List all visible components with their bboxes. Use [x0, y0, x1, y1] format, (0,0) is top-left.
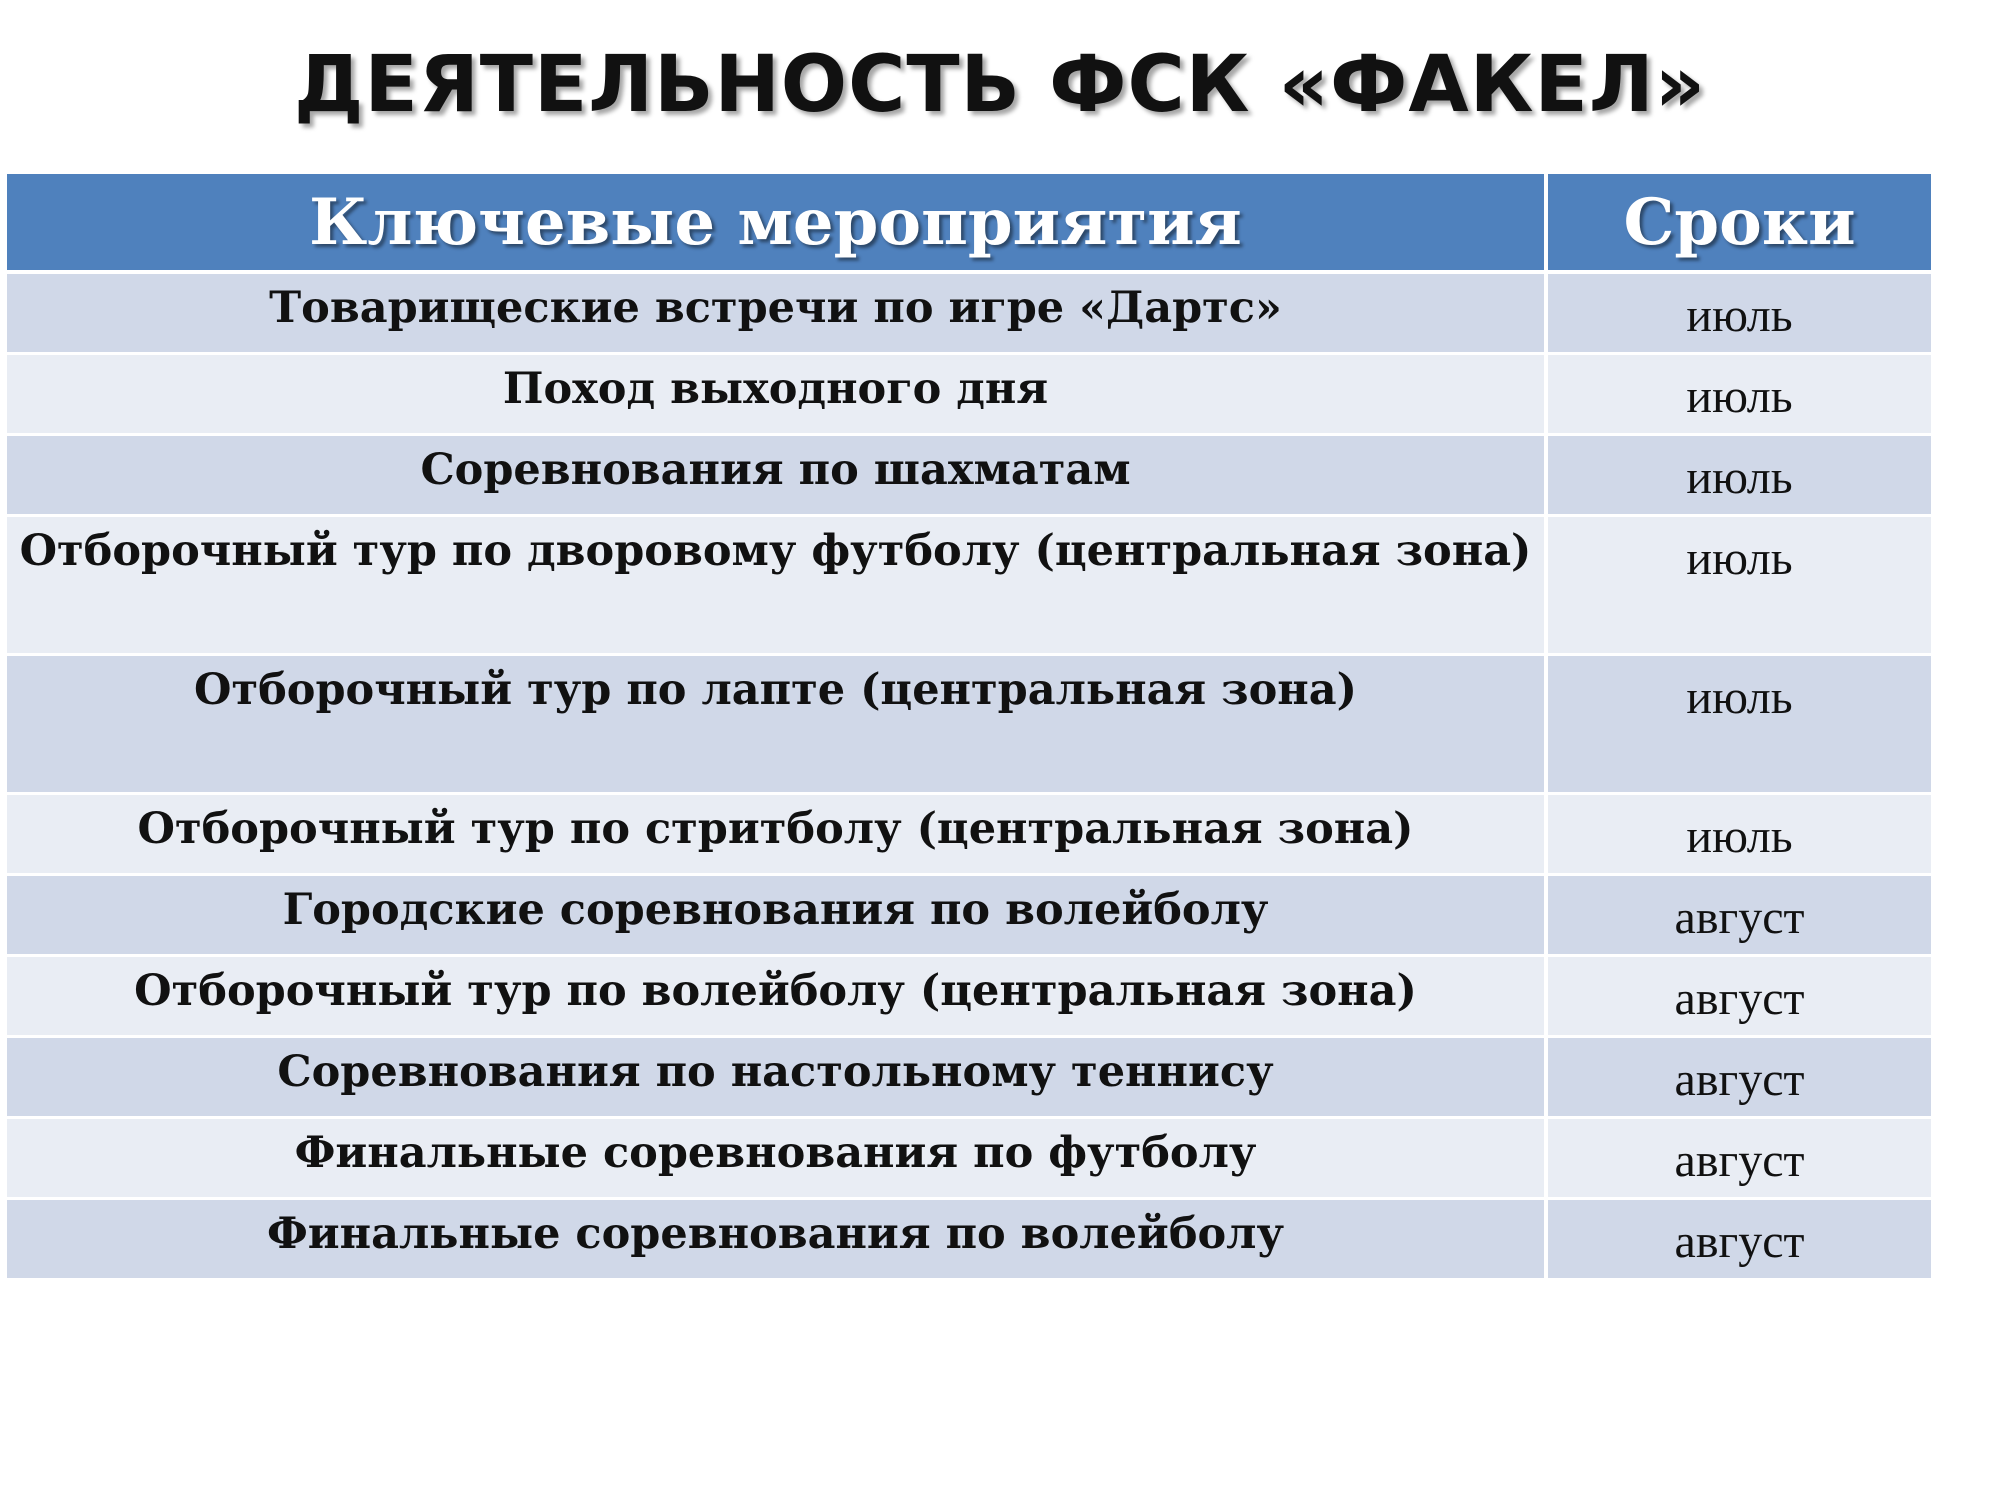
table-row — [7, 355, 1931, 436]
table-row — [7, 1038, 1931, 1119]
event-term: август — [1548, 1200, 1931, 1281]
table-row — [7, 957, 1931, 1038]
event-name: Соревнования по шахматам — [7, 436, 1548, 517]
table-row — [7, 795, 1931, 876]
event-term: июль — [1548, 274, 1931, 355]
event-term: июль — [1548, 517, 1931, 656]
table-row — [7, 656, 1931, 795]
column-header-terms: Сроки — [1548, 174, 1931, 274]
table-row — [7, 274, 1931, 355]
event-term: июль — [1548, 436, 1931, 517]
table-row — [7, 876, 1931, 957]
event-name: Финальные соревнования по волейболу — [7, 1200, 1548, 1281]
event-term: июль — [1548, 656, 1931, 795]
table-header-row — [7, 174, 1931, 274]
event-term: июль — [1548, 355, 1931, 436]
events-table — [7, 174, 1931, 1281]
page-title: ДЕЯТЕЛЬНОСТЬ ФСК «ФАКЕЛ» — [293, 40, 1706, 130]
table-row — [7, 1119, 1931, 1200]
event-term: август — [1548, 1119, 1931, 1200]
event-term: август — [1548, 957, 1931, 1038]
table-row — [7, 1200, 1931, 1281]
event-name: Отборочный тур по дворовому футболу (центральная зона) — [7, 517, 1548, 656]
event-term: август — [1548, 876, 1931, 957]
event-name: Отборочный тур по лапте (центральная зона) — [7, 656, 1548, 795]
event-name: Городские соревнования по волейболу — [7, 876, 1548, 957]
event-name: Отборочный тур по волейболу (центральная зона) — [7, 957, 1548, 1038]
event-term: июль — [1548, 795, 1931, 876]
column-header-events: Ключевые мероприятия — [7, 174, 1548, 274]
event-name: Отборочный тур по стритболу (центральная зона) — [7, 795, 1548, 876]
event-name: Соревнования по настольному теннису — [7, 1038, 1548, 1119]
event-name: Финальные соревнования по футболу — [7, 1119, 1548, 1200]
table-row — [7, 436, 1931, 517]
table-row — [7, 517, 1931, 656]
event-name: Поход выходного дня — [7, 355, 1548, 436]
event-name: Товарищеские встречи по игре «Дартс» — [7, 274, 1548, 355]
event-term: август — [1548, 1038, 1931, 1119]
